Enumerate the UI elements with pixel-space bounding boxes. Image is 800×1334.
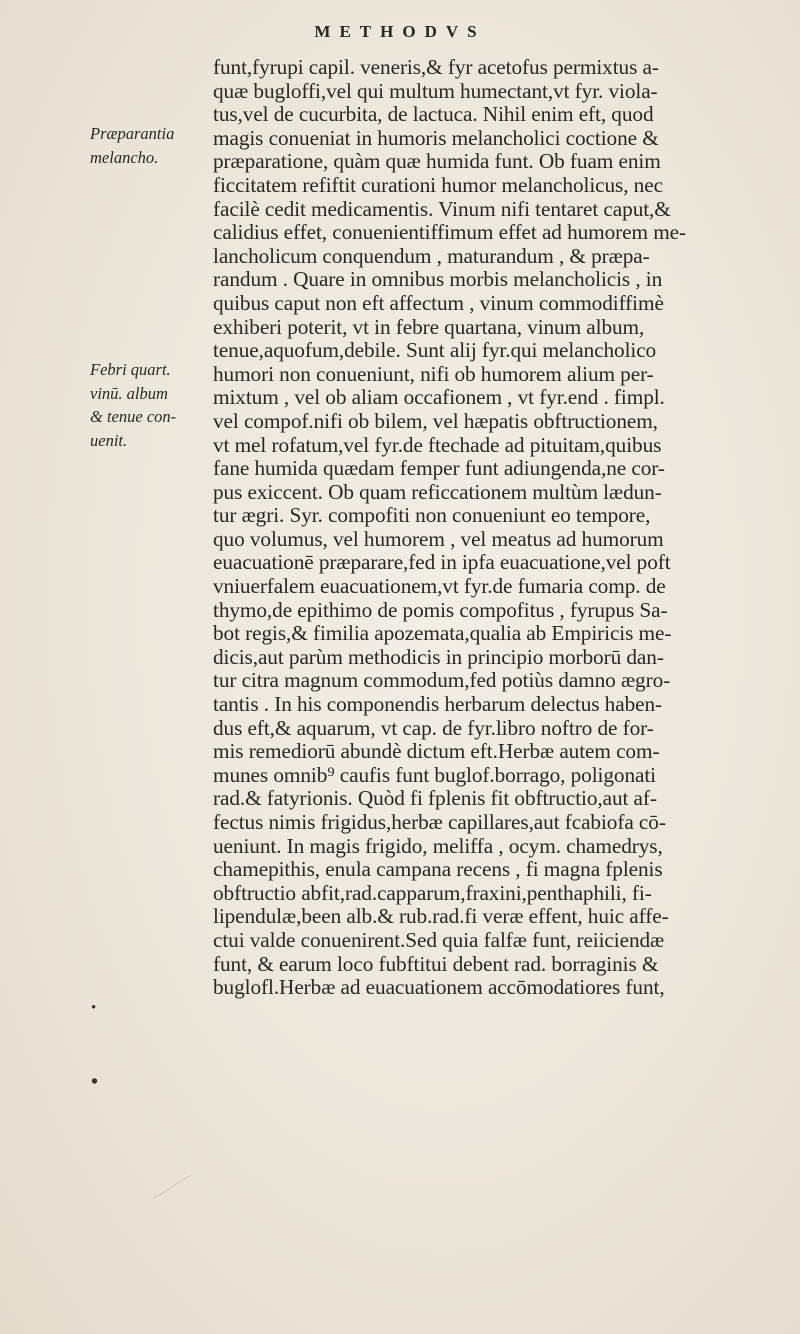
text-line: tur ægri. Syr. compofiti non conueniunt eo tempore, <box>213 503 651 528</box>
text-line: tantis . In his componendis herbarum delectus haben- <box>213 692 663 717</box>
text-line: præparatione, quàm quæ humida funt. Ob fuam enim <box>213 149 661 174</box>
text-line: lipendulæ,been alb.& rub.rad.fi veræ effent, huic affe- <box>213 904 669 929</box>
text-line: magis conueniat in humoris melancholici coctione & <box>213 125 659 150</box>
text-line: dicis,aut parùm methodicis in principio morborū dan- <box>213 644 664 669</box>
text-line: mixtum , vel ob aliam occafionem , vt fyr.end . fimpl. <box>213 385 665 410</box>
marginal-note-line: & tenue con- <box>90 407 177 427</box>
text-line: buglofl.Herbæ ad euacuationem accōmodatiores funt, <box>213 975 665 1000</box>
text-line: mis remediorū abundè dictum eft.Herbæ autem com- <box>213 739 660 764</box>
text-line: thymo,de epithimo de pomis compofitus , fyrupus Sa- <box>213 597 668 622</box>
text-line: lancholicum conquendum , maturandum , & præpa- <box>213 243 650 268</box>
body-text <box>213 56 800 1000</box>
text-line: munes omnib⁹ caufis funt buglof.borrago, poligonati <box>213 762 656 787</box>
text-line: facilè cedit medicamentis. Vinum nifi tentaret caput,& <box>213 196 671 221</box>
text-line: quibus caput non eft affectum , vinum commodiffimè <box>213 290 664 315</box>
text-line: exhiberi poterit, vt in febre quartana, vinum album, <box>213 314 645 339</box>
text-line: vniuerfalem euacuationem,vt fyr.de fumaria comp. de <box>213 574 666 599</box>
marginal-note-line: vinū. album <box>90 383 168 403</box>
margin-dot: • <box>91 1071 99 1093</box>
text-line: calidius effet, conuenientiffimum effet ad humorem me- <box>213 220 687 245</box>
margin-dot: • <box>91 1000 97 1016</box>
text-line: ctui valde conuenirent.Sed quia falfæ funt, reiiciendæ <box>213 927 665 952</box>
text-line: vt mel rofatum,vel fyr.de ftechade ad pituitam,quibus <box>213 432 662 457</box>
text-line: ueniunt. In magis frigido, meliffa , ocym. chamedrys, <box>213 833 663 858</box>
marginal-note-febri-quart <box>90 358 176 452</box>
marginal-note-line: Præparantia <box>90 124 175 143</box>
text-line: fectus nimis frigidus,herbæ capillares,aut fcabiofa cō- <box>213 810 666 834</box>
marginal-note-preparantia <box>90 122 174 169</box>
text-line: tus,vel de cucurbita, de lactuca. Nihil enim eft, quod <box>213 102 654 127</box>
text-line: euacuationē præparare,fed in ipfa euacuatione,vel poft <box>213 550 671 575</box>
text-line: obftructio abfit,rad.capparum,fraxini,penthaphili, fi- <box>213 880 652 905</box>
marginal-note-line: uenit. <box>90 430 128 450</box>
text-line: randum . Quare in omnibus morbis melancholicis , in <box>213 267 663 292</box>
marginal-note-line: melancho. <box>90 147 159 167</box>
text-line: funt,fyrupi capil. veneris,& fyr acetofus permixtus a- <box>213 55 659 79</box>
text-line: pus exiccent. Ob quam reficcationem multùm lædun- <box>213 479 662 504</box>
text-line: funt, & earum loco fubftitui debent rad. borraginis & <box>213 951 659 976</box>
text-line: tur citra magnum commodum,fed potiùs damno ægro- <box>213 668 671 693</box>
text-line: quæ bugloffi,vel qui multum humectant,vt fyr. viola- <box>213 78 658 103</box>
text-line: dus eft,& aquarum, vt cap. de fyr.libro noftro de for- <box>213 715 654 740</box>
text-line: humori non conueniunt, nifi ob humorem alium per- <box>213 361 654 386</box>
text-line: bot regis,& fimilia apozemata,qualia ab Empiricis me- <box>213 621 672 646</box>
text-line: fane humida quædam femper funt adiungenda,ne cor- <box>213 456 665 481</box>
marginal-note-line: Febri quart. <box>90 360 171 379</box>
paper-stain <box>154 1175 207 1223</box>
text-line: vel compof.nifi ob bilem, vel hæpatis obftructionem, <box>213 408 658 433</box>
running-head: METHODVS <box>314 22 486 41</box>
text-line: rad.& fatyrionis. Quòd fi fplenis fit obftructio,aut af- <box>213 786 657 811</box>
text-line: tenue,aquofum,debile. Sunt alij fyr.qui melancholico <box>213 338 657 363</box>
text-line: chamepithis, enula campana recens , fi magna fplenis <box>213 857 663 882</box>
text-line: quo volumus, vel humorem , vel meatus ad humorum <box>213 526 664 551</box>
text-line: ficcitatem refiftit curationi humor melancholicus, nec <box>213 172 663 197</box>
